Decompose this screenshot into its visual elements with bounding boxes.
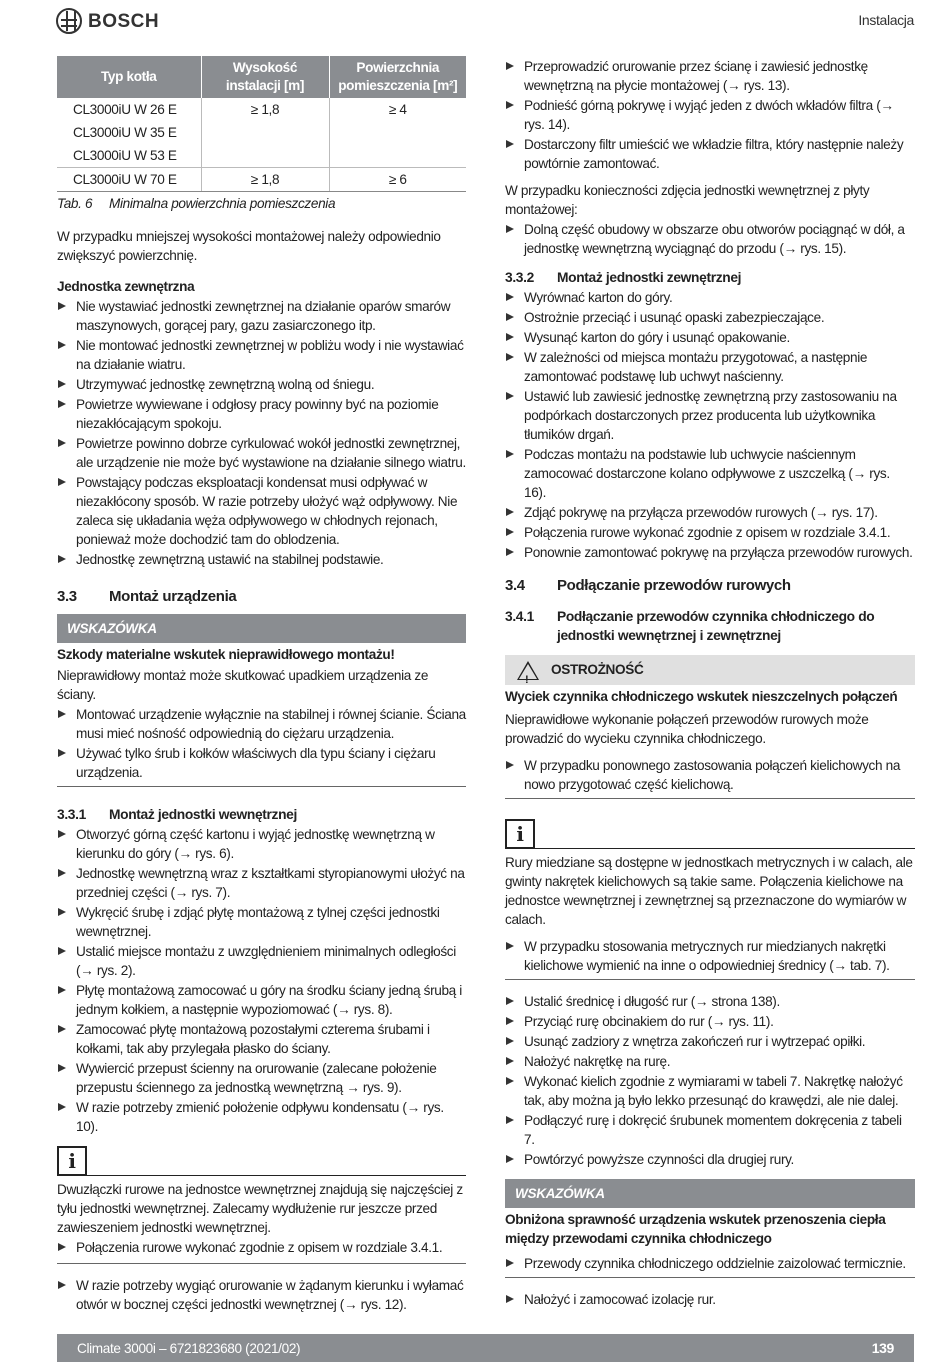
info-icon: i	[57, 1146, 87, 1176]
list-item: Nałożyć nakrętkę na rurę.	[505, 1052, 915, 1071]
list-item: Utrzymywać jednostkę zewnętrzną wolną od śniegu.	[57, 375, 466, 394]
list-item: Zdjąć pokrywę na przyłącza przewodów rurowych (→ rys. 17).	[505, 503, 915, 522]
list	[57, 705, 466, 787]
list	[505, 756, 915, 799]
list-item: Podczas montażu na podstawie lub uchwycie naściennym zamocować dostarczone kolano odpływowe z uszczelką (→ rys. 16).	[505, 445, 915, 502]
list-item: Jednostkę zewnętrzną ustawić na stabilnej podstawie.	[57, 550, 466, 569]
list-item: Jednostkę wewnętrzną wraz z kształtkami styropianowymi ułożyć na przedniej części (→ rys. 7).	[57, 864, 466, 902]
warning-triangle-icon: !	[517, 661, 539, 680]
list-item: Powietrze powinno dobrze cyrkulować wokół jednostki zewnętrznej, ale urządzenie nie może być wystawione na działanie silnego wiatru.	[57, 434, 466, 472]
table-header: Typ kotła	[57, 56, 201, 98]
list-item: Wykonać kielich zgodnie z wymiarami w tabeli 7. Nakrętkę nałożyć tak, aby można ją było lekko przesunąć do krawędzi, ale nie dalej.	[505, 1072, 915, 1110]
table-cell: CL3000iU W 53 E	[57, 144, 201, 168]
table-cell: ≥ 6	[329, 168, 466, 192]
list-item: Połączenia rurowe wykonać zgodnie z opisem w rozdziale 3.4.1.	[57, 1238, 466, 1257]
list-item: Nie wystawiać jednostki zewnętrznej na działanie oparów smarów maszynowych, gorącej pary, gazu zasiarczonego itp.	[57, 297, 466, 335]
list	[57, 1276, 466, 1314]
table-header: Wysokość instalacji [m]	[201, 56, 329, 98]
divider	[535, 827, 915, 849]
table-cell	[329, 121, 466, 144]
list-item: Używać tylko śrub i kołków właściwych dla typu ściany i ciężaru urządzenia.	[57, 744, 466, 782]
list-item: Przeprowadzić orurowanie przez ścianę i zawiesić jednostkę wewnętrzną na płycie montażowej (→ rys. 13).	[505, 57, 915, 95]
table-caption	[57, 194, 466, 213]
list-item: Montować urządzenie wyłącznie na stabilnej i równej ścianie. Ściana musi mieć nośność odpowiednią do ciężaru urządzenia.	[57, 705, 466, 743]
page-number: 139	[871, 1339, 894, 1356]
list-item: Wyrównać karton do góry.	[505, 288, 915, 307]
list-item: W przypadku stosowania metrycznych rur miedzianych nakrętki kielichowe wymienić na inne o odpowiedniej średnicy (→ tab. 7).	[505, 937, 915, 975]
list-item: Ustawić lub zawiesić jednostkę zewnętrzną przy zastosowaniu na podpórkach dostarczonych przez producenta lub użytkownika tłumików drgań.	[505, 387, 915, 444]
list-item: W przypadku ponownego zastosowania połączeń kielichowych na nowo przygotować część kielichową.	[505, 756, 915, 794]
bosch-armature-icon	[56, 8, 82, 34]
list	[505, 937, 915, 980]
section-heading-3-4: 3.4 Podłączanie przewodów rurowych	[505, 577, 791, 594]
list-item: Podłączyć rurę i dokręcić śrubunek momentem dokręcenia z tabeli 7.	[505, 1111, 915, 1149]
section-heading-3-3: 3.3 Montaż urządzenia	[57, 588, 237, 605]
notice-title: Obniżona sprawność urządzenia wskutek przenoszenia ciepła między przewodami czynnika chłodniczego	[505, 1212, 886, 1246]
list-item: W razie potrzeby wygiąć orurowanie w żądanym kierunku i wyłamać otwór w bocznej części jednostki wewnętrznej (→ rys. 12).	[57, 1276, 466, 1314]
paragraph: W przypadku mniejszej wysokości montażowej należy odpowiednio zwiększyć powierzchnię.	[57, 229, 441, 263]
table-cell	[201, 121, 329, 144]
table-cell: ≥ 4	[388, 102, 407, 117]
list-item: Ustalić miejsce montażu z uwzględnieniem minimalnych odległości (→ rys. 2).	[57, 942, 466, 980]
page-header	[0, 0, 950, 44]
list-item: Powietrze wywiewane i odgłosy pracy powinny być na poziomie niezakłócającym spokoju.	[57, 395, 466, 433]
list-item: Usunąć zadziory z wnętrza zakończeń rur i wytrzepać opiłki.	[505, 1032, 915, 1051]
section-label: Instalacja	[858, 12, 914, 28]
table-6	[57, 56, 466, 192]
info-icon: i	[505, 819, 535, 849]
table-header: Powierzchnia pomieszczenia [m²]	[329, 56, 466, 98]
list	[505, 288, 915, 562]
list-item: Przyciąć rurę obcinakiem do rur (→ rys. 11).	[505, 1012, 915, 1031]
table-caption-number: Tab. 6	[57, 196, 93, 211]
list-item: Płytę montażową zamocować u góry na środku ściany jedną śrubą i jednym kołkiem, a następnie wypoziomować (→ rys. 8).	[57, 981, 466, 1019]
list	[57, 1238, 466, 1264]
notice-banner: WSKAZÓWKA	[505, 1179, 915, 1208]
list-item: W zależności od miejsca montażu przygotować, a następnie zamontować podstawę lub uchwyt naścienny.	[505, 348, 915, 386]
list	[57, 297, 466, 569]
left-column	[57, 56, 466, 1314]
table-cell: CL3000iU W 35 E	[57, 121, 201, 144]
list-item: Powtórzyć powyższe czynności dla drugiej rury.	[505, 1150, 915, 1169]
section-heading-3-3-1: 3.3.1 Montaż jednostki wewnętrznej	[57, 807, 297, 822]
list-item: Ponownie zamontować pokrywę na przyłącza przewodów rurowych.	[505, 543, 915, 562]
list-item: Otworzyć górną część kartonu i wyjąć jednostkę wewnętrzną w kierunku do góry (→ rys. 6).	[57, 825, 466, 863]
table-cell: ≥ 1,8	[201, 98, 329, 121]
list-item: Nałożyć i zamocować izolację rur.	[505, 1290, 915, 1309]
list	[505, 992, 915, 1169]
table-cell: CL3000iU W 26 E	[57, 98, 201, 121]
info-text: Dwuzłączki rurowe na jednostce wewnętrznej znajdują się najczęściej z tyłu jednostki wewnętrznej. Zalecamy wydłużenie rur jeszcze przed zawieszeniem jednostki wewnętrznej.	[57, 1182, 463, 1235]
table-row	[57, 121, 466, 144]
list-item: Dolną część obudowy w obszarze obu otworów pociągnąć w dół, a jednostkę wewnętrzną wyciągnąć do przodu (→ rys. 15).	[505, 220, 915, 258]
list	[505, 57, 915, 173]
list	[505, 220, 915, 258]
notice-title: Szkody materialne wskutek nieprawidłowego montażu!	[57, 647, 395, 662]
table-caption-text: Minimalna powierzchnia pomieszczenia	[109, 196, 336, 211]
caution-banner	[505, 655, 915, 685]
info-text: Rury miedziane są dostępne w jednostkach metrycznych i w calach, ale gwinty nakrętek kielichowych są takie same. Połączenia kielichowe na jednostce wewnętrznej i zewnętrznej są przeznaczone do wymiarów w calach.	[505, 855, 913, 927]
table-row	[57, 168, 466, 192]
list-item: Powstający podczas eksploatacji kondensat musi odpływać w niezakłócony sposób. W razie potrzeby ułożyć wąż odpływowy. Nie zaleca się układania węża odpływowego w chłodnych rejonach, ponieważ może dochodzić tam do oblodzenia.	[57, 473, 466, 549]
caution-label: OSTROŻNOŚĆ	[551, 662, 644, 677]
list-item: Wysunąć karton do góry i usunąć opakowanie.	[505, 328, 915, 347]
list-item: Dostarczony filtr umieścić we wkładzie filtra, który następnie należy powtórnie zamontować.	[505, 135, 915, 173]
caution-title: Wyciek czynnika chłodniczego wskutek nieszczelnych połączeń	[505, 689, 898, 704]
notice-text: Nieprawidłowy montaż może skutkować upadkiem urządzenia ze ściany.	[57, 668, 429, 702]
footer-doc-ref: Climate 3000i – 6721823680 (2021/02)	[77, 1340, 301, 1356]
list-item: Ostrożnie przeciąć i usunąć opaski zabezpieczające.	[505, 308, 915, 327]
list-item: Wywiercić przepust ścienny na orurowanie (zalecane położenie przepustu ściennego za jednostką wewnętrzną → rys. 9).	[57, 1059, 466, 1097]
table-cell	[329, 144, 466, 168]
caution-text: Nieprawidłowe wykonanie połączeń przewodów rurowych może prowadzić do wycieku czynnika chłodniczego.	[505, 712, 869, 746]
section-heading-3-3-2: 3.3.2 Montaż jednostki zewnętrznej	[505, 270, 742, 285]
subheading-outdoor-unit: Jednostka zewnętrzna	[57, 279, 195, 294]
list	[57, 825, 466, 1136]
brand-name: BOSCH	[88, 10, 160, 32]
table-row	[57, 144, 466, 168]
table-row	[57, 98, 466, 121]
list-item: Nie montować jednostki zewnętrznej w pobliżu wody i nie wystawiać na działanie wiatru.	[57, 336, 466, 374]
list	[505, 1254, 915, 1278]
table-cell	[201, 144, 329, 168]
bosch-logo	[56, 8, 159, 34]
list	[505, 1290, 915, 1309]
divider	[87, 1154, 466, 1176]
info-header	[505, 819, 915, 849]
table-cell: ≥ 1,8	[201, 168, 329, 192]
info-header	[57, 1146, 466, 1176]
list-item: W razie potrzeby zmienić położenie odpływu kondensatu (→ rys. 10).	[57, 1098, 466, 1136]
list-item: Wykręcić śrubę i zdjąć płytę montażową z tylnej części jednostki wewnętrznej.	[57, 903, 466, 941]
notice-banner: WSKAZÓWKA	[57, 614, 466, 643]
list-item: Podnieść górną pokrywę i wyjąć jeden z dwóch wkładów filtra (→ rys. 14).	[505, 96, 915, 134]
list-item: Połączenia rurowe wykonać zgodnie z opisem w rozdziale 3.4.1.	[505, 523, 915, 542]
list-item: Zamocować płytę montażową pozostałymi czterema śrubami i kołkami, tak aby przylegała płasko do ściany.	[57, 1020, 466, 1058]
page-footer	[57, 1334, 914, 1362]
list-item: Ustalić średnicę i długość rur (→ strona 138).	[505, 992, 915, 1011]
table-cell: CL3000iU W 70 E	[57, 168, 201, 192]
paragraph: W przypadku konieczności zdjęcia jednostki wewnętrznej z płyty montażowej:	[505, 183, 870, 217]
section-heading-3-4-1: 3.4.1 Podłączanie przewodów czynnika chłodniczego do jednostki wewnętrznej i zewnętrznej	[505, 609, 875, 643]
list-item: Przewody czynnika chłodniczego oddzielnie zaizolować termicznie.	[505, 1254, 915, 1273]
right-column	[505, 56, 915, 1309]
